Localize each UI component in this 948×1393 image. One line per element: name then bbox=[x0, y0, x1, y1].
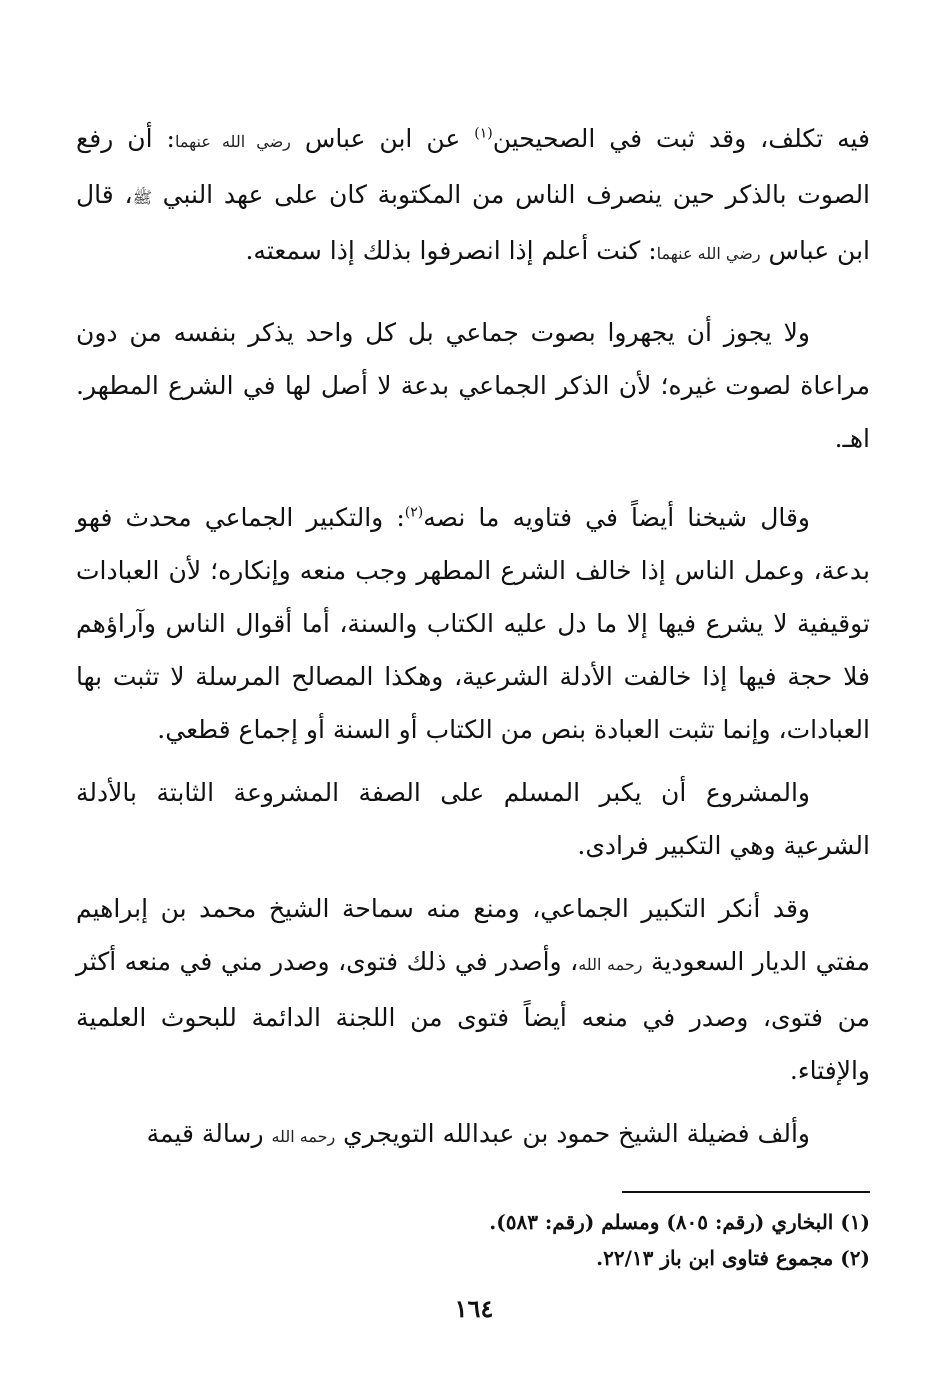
footnote-ref-2: (٢) bbox=[404, 504, 424, 521]
paragraph-1-part-e: : كنت أعلم إذا انصرفوا بذلك إذا سمعته. bbox=[245, 236, 657, 265]
honorific-radiallahu-anhuma-1: رضي الله عنهما bbox=[174, 132, 291, 151]
main-text bbox=[76, 112, 870, 1163]
paragraph-1-part-b: عن ابن عباس bbox=[290, 124, 475, 153]
paragraph-6-part-a: وألف فضيلة الشيخ حمود بن عبدالله التويجري bbox=[335, 1119, 810, 1148]
honorific-salawat: ﷺ bbox=[132, 188, 152, 207]
paragraph-3-part-a: وقال شيخنا أيضاً في فتاويه ما نصه bbox=[423, 503, 810, 532]
paragraph-6 bbox=[76, 1107, 870, 1163]
honorific-rahimahullah-2: رحمه الله bbox=[271, 1127, 336, 1146]
paragraph-3 bbox=[76, 491, 870, 756]
paragraph-4: والمشروع أن يكبر المسلم على الصفة المشروعة الثابتة بالأدلة الشرعية وهي التكبير فرادى. bbox=[76, 778, 870, 860]
paragraph-1 bbox=[76, 112, 870, 280]
paragraph-5-part-a: وقد أنكر التكبير الجماعي، ومنع منه سماحة الشيخ محمد بن إبراهيم مفتي الديار السعودية bbox=[76, 894, 870, 976]
paragraph-1-part-a: فيه تكلف، وقد ثبت في الصحيحين bbox=[492, 124, 871, 153]
footnote-2: (٢) مجموع فتاوى ابن باز ٢٢/١٣. bbox=[596, 1246, 870, 1270]
honorific-radiallahu-anhuma-2: رضي الله عنهما bbox=[656, 244, 761, 263]
paragraph-1-part-d: ، قال ابن عباس bbox=[76, 180, 870, 265]
page-number: ١٦٤ bbox=[454, 1294, 494, 1323]
paragraph-3-part-b: : والتكبير الجماعي محدث فهو بدعة، وعمل الناس إذا خالف الشرع المطهر وجب منعه وإنكاره؛ لأن العبادات توقيفية لا يشرع فيها إلا ما دل عليه الكتاب والسنة، أما أقوال الناس وآراؤهم فلا حجة فيها إذا خالفت الأدلة الشرعية، وهكذا المصالح المرسلة لا تثبت بها العبادات، وإنما تثبت العبادة بنص من الكتاب أو السنة أو إجماع قطعي. bbox=[76, 503, 870, 744]
paragraph-2: ولا يجوز أن يجهروا بصوت جماعي بل كل واحد يذكر بنفسه من دون مراعاة لصوت غيره؛ لأن الذكر الجماعي بدعة لا أصل لها في الشرع المطهر. اهـ. bbox=[76, 318, 870, 453]
paragraph-6-part-b: رسالة قيمة bbox=[146, 1119, 272, 1148]
footnote-separator bbox=[622, 1191, 870, 1193]
honorific-rahimahullah-1: رحمه الله bbox=[578, 955, 643, 974]
footnote-ref-1: (١) bbox=[474, 125, 493, 142]
paragraph-1-part-c: : أن رفع الصوت بالذكر حين ينصرف الناس من المكتوبة كان على عهد النبي bbox=[76, 124, 871, 209]
paragraph-5-part-b: ، وأصدر في ذلك فتوى، وصدر مني في منعه أكثر من فتوى، وصدر في منعه أيضاً فتوى من اللجنة الدائمة للبحوث العلمية والإفتاء. bbox=[76, 947, 870, 1085]
footnotes bbox=[200, 1204, 870, 1276]
paragraph-5 bbox=[76, 882, 870, 1097]
footnote-1: (١) البخاري (رقم: ٨٠٥) ومسلم (رقم: ٥٨٣). bbox=[489, 1210, 870, 1234]
